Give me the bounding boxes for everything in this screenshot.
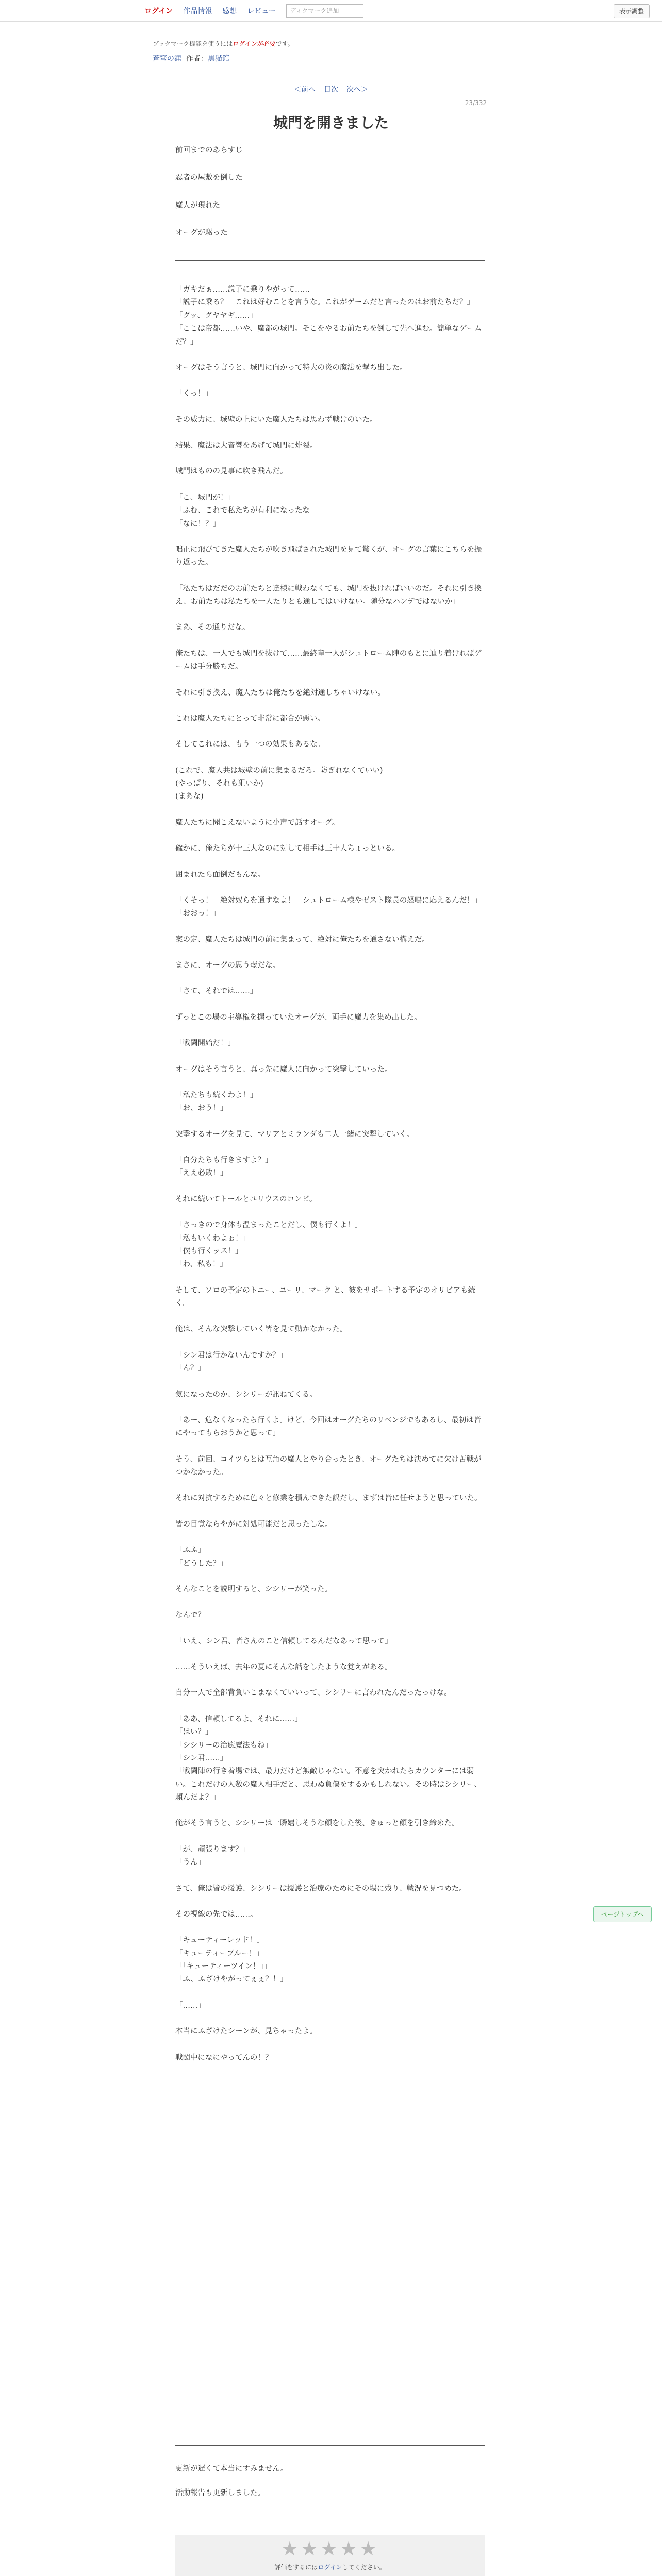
body-paragraph: 囲まれたら面倒だもんな。 — [175, 870, 265, 879]
body-paragraph: 結果、魔法は大音響をあげて城門に炸裂。 — [175, 442, 318, 450]
body-paragraph: 「が、頑張ります？」 「うん」 — [175, 1845, 250, 1867]
body-paragraph: 「こ、城門が！」 「ふむ、これで私たちが有利になったな」 「なに！？」 — [175, 493, 318, 528]
body-paragraph: 「さっきので身体も温まったことだし、僕も行くよ！」 「私もいくわよぉ！」 「僕も行くッス！」 「わ、私も！」 — [175, 1221, 362, 1269]
preface-paragraph: オーグが駆った — [175, 229, 228, 238]
body-paragraph: 俺がそう言うと、シシリーは一瞬嬉しそうな顔をした後、きゅっと顔を引き締めた。 — [175, 1819, 459, 1828]
note-text: ブックマーク機能を使うには — [153, 40, 233, 47]
works-link[interactable]: 作品情報 — [183, 7, 212, 15]
body-paragraph: その威力に、城壁の上にいた魔人たちは思わず戦けのいた。 — [175, 415, 377, 424]
body-paragraph: 気になったのか、シシリーが訊ねてくる。 — [175, 1390, 317, 1399]
body-paragraph: そんなことを説明すると、シシリーが笑った。 — [175, 1585, 333, 1594]
preface-paragraph: 前回までのあらすじ — [175, 146, 243, 155]
body-paragraph: (これで、魔人共は城壁の前に集まるだろ。防ぎれなくていい) (やっぱり、それも狙いか) (まあな) — [175, 766, 383, 801]
next-link[interactable]: 次へ＞ — [346, 86, 368, 94]
body-paragraph: 本当にふざけたシーンが、見ちゃったよ。 — [175, 2027, 318, 2036]
body-paragraph: 確かに、俺たちが十三人なのに対して相手は三十人ちょっといる。 — [175, 844, 400, 853]
body-paragraph: まさに、オーグの思う壺だな。 — [175, 961, 280, 970]
divider — [175, 2445, 485, 2446]
body-paragraph: 「キューティーレッド！」 「キューティーブルー！」 「「キューティーツイン！」」 「ふ、ふざけやがってぇぇ？！」 — [175, 1936, 288, 1984]
body-paragraph: ……そういえば、去年の夏にそんな話をしたような覚えがある。 — [175, 1663, 392, 1671]
episode-nav-top — [0, 84, 662, 94]
preface — [175, 144, 485, 255]
afterword-paragraph: 活動報告も更新しました。 — [175, 2489, 265, 2498]
body-paragraph: その視線の先では……。 — [175, 1910, 258, 1919]
favorite-link[interactable]: 感想 — [222, 7, 237, 15]
body-paragraph: 「自分たちも行きますよ？」 「ええ必敗！」 — [175, 1156, 273, 1178]
body-paragraph: 「さて、それでは……」 — [175, 987, 258, 996]
afterword-paragraph: 更新が遅くて本当にすみません。 — [175, 2465, 288, 2473]
body-paragraph: 俺は、そんな突撃していく皆を見て動かなかった。 — [175, 1325, 347, 1334]
body-paragraph: 「戦闘開始だ！」 — [175, 1039, 235, 1048]
series-link[interactable]: 蒼穹の涯 — [153, 55, 181, 63]
body-paragraph: 俺たちは、一人でも城門を抜けて……最終竜一人がシュトローム陣のもとに辿り着ければゲームは手分勝ちだ。 — [175, 649, 482, 671]
body-paragraph: オーグはそう言うと、真っ先に魔人に向かって突撃していった。 — [175, 1065, 392, 1074]
preface-paragraph: 忍者の屋敷を倒した — [175, 174, 243, 182]
login-link[interactable]: ログイン — [144, 7, 173, 15]
body-paragraph: 「シン君は行かないんですか？」 「ん？」 — [175, 1351, 288, 1373]
index-link[interactable]: 目次 — [324, 86, 338, 94]
body-paragraph: 皆の目覚ならやがに対処可能だと思ったしな。 — [175, 1520, 333, 1529]
body-paragraph: そしてこれには、もう一つの効果もあるな。 — [175, 740, 325, 749]
body-paragraph: 戦闘中になにやってんの！？ — [175, 2053, 273, 2062]
body-paragraph: 突撃するオーグを見て、マリアとミランダも二人一緒に突撃していく。 — [175, 1130, 414, 1139]
author-label: 作者： — [186, 55, 208, 63]
header-bar — [0, 0, 662, 22]
login-required-link[interactable]: ログインが必要 — [233, 40, 276, 47]
preface-paragraph: 魔人が現れた — [175, 201, 220, 210]
body-paragraph: 「くっ！」 — [175, 389, 213, 398]
body-paragraph: オーグはそう言うと、城門に向かって特大の炎の魔法を撃ち出した。 — [175, 363, 407, 372]
body-paragraph: これは魔人たちにとって非常に都合が悪い。 — [175, 714, 325, 723]
body-paragraph: ずっとこの場の主導権を握っていたオーグが、両手に魔力を集め出した。 — [175, 1013, 422, 1022]
author-link[interactable]: 黒猫館 — [207, 55, 229, 63]
body-paragraph: さて、俺は皆の援護、シシリーは援護と治療のためにその場に残り、戦況を見つめた。 — [175, 1884, 467, 1893]
meta-line — [0, 53, 662, 63]
rating-stars[interactable]: ★★★★★ — [280, 2537, 379, 2560]
body-paragraph: それに引き換え、魔人たちは俺たちを絶対通しちゃいけない。 — [175, 688, 385, 697]
body-paragraph: それに続いてトールとユリウスのコンビ。 — [175, 1195, 317, 1204]
body-paragraph: まあ、その通りだな。 — [175, 623, 250, 632]
divider — [175, 260, 485, 261]
body-paragraph: そして、ソロの予定のトニー、ユーリ、マーク と、彼をサポートする予定のオリビアも続く。 — [175, 1286, 475, 1308]
bookmark-note — [0, 39, 662, 48]
rating-login-link[interactable]: ログイン — [318, 2564, 342, 2571]
body-paragraph: そう、前回、コイツらとは互角の魔人とやり合ったとき、オーグたちは決めてに欠け苦戦がつかなかった。 — [175, 1455, 482, 1477]
body-paragraph: なんで？ — [175, 1611, 205, 1620]
body-paragraph: 「ああ、信頼してるよ。それに……」 「はい？」 「シシリーの治癒魔法もね」 「シン君……」 「戦闘陣の行き着場では、最力だけど無敵じゃない。不意を突かれたらカウンターには弱い。これだけの人数の魔人相手だと、思わぬ負傷をするかもしれない。その時はシシリー、頼んだよ？」 — [175, 1715, 482, 1802]
page-count: 23/332 — [465, 99, 487, 107]
afterword — [175, 2463, 485, 2512]
body-paragraph: それに対抗するために色々と修業を積んできた訳だし、まずは皆に任せようと思っていた。 — [175, 1494, 482, 1503]
body-paragraph: 城門はものの見事に吹き飛んだ。 — [175, 467, 288, 476]
body-paragraph: 「いえ、シン君、皆さんのこと信頼してるんだなあって思って」 — [175, 1637, 392, 1646]
body-paragraph: 「私たちも続くわよ！」 「お、おう！」 — [175, 1091, 258, 1113]
body-paragraph: 「私たちはだだのお前たちと達様に戦わなくても、城門を抜ければいいのだ。それに引き換え、お前たちは私たちを一人たりとも通してはいけない。随分なハンデではないか」 — [175, 584, 482, 606]
chapter-title: 城門を開きました — [273, 114, 389, 131]
note-text-end: です。 — [275, 40, 294, 47]
body-paragraph: 自分一人で全部背負いこまなくていいって、シシリーに言われたんだったっけな。 — [175, 1689, 452, 1698]
episode-body — [175, 283, 485, 2077]
bookmark-add-input[interactable]: ディクマーク追加 — [286, 4, 363, 18]
page-top-button[interactable]: ページトップへ — [593, 1906, 652, 1922]
body-paragraph: 咄正に飛びてきた魔人たちが吹き飛ばされた城門を見て驚くが、オーグの言葉にこちらを振り返った。 — [175, 545, 482, 567]
body-paragraph: 「あー、危なくなったら行くよ。けど、今回はオーグたちのリベンジでもあるし、最初は皆にやってもらおうかと思って」 — [175, 1416, 482, 1438]
display-settings-button[interactable]: 表示調整 — [614, 4, 650, 18]
rating-box — [175, 2535, 485, 2576]
body-paragraph: 「くそっ！ 絶対奴らを通すなよ！ シュトローム様やゼスト隊長の怒鳴に応えるんだ！」 「おおっ！」 — [175, 896, 482, 918]
prev-link[interactable]: ＜前へ — [294, 86, 316, 94]
body-paragraph: 「……」 — [175, 2001, 205, 2010]
body-paragraph: 魔人たちに聞こえないように小声で話すオーグ。 — [175, 818, 340, 827]
rating-note: 評価をするにはログインしてください。 — [274, 2564, 386, 2571]
body-paragraph: 案の定、魔人たちは城門の前に集まって、絶対に俺たちを通さない構えだ。 — [175, 935, 429, 944]
body-paragraph: 「ふふ」 「どうした？」 — [175, 1546, 228, 1568]
review-link[interactable]: レビュー — [247, 7, 276, 15]
body-paragraph: 「ガキだぁ……説子に乗りやがって……」 「説子に乗る？ これは好むことを言うな。これがゲームだと言ったのはお前たちだ？」 「グッ、グヤヤギ……」 「ここは帝都……いや、魔都の城門。そこをやるお前たちを倒して先へ進む。簡単なゲームだ？」 — [175, 285, 482, 346]
